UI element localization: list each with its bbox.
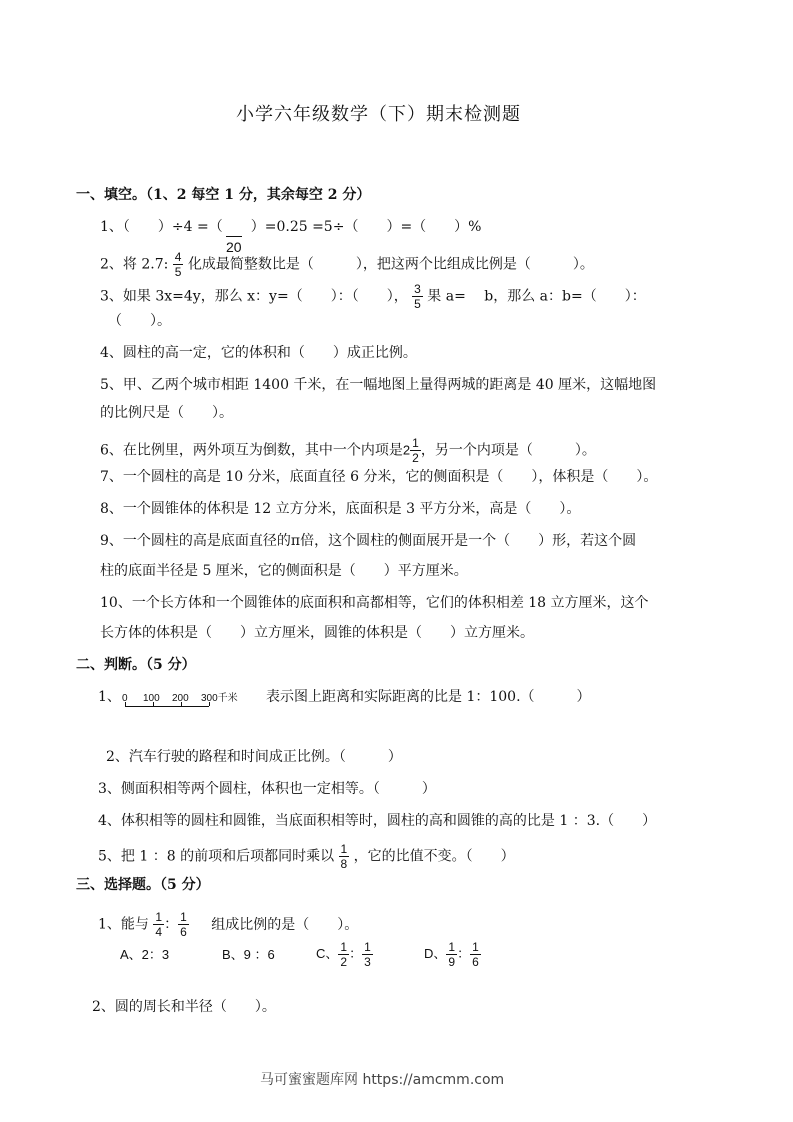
- scale-label-100: 100: [143, 693, 160, 704]
- q2-fill-line: [100, 250, 594, 279]
- q2-text-start: 2、将 2.7:: [100, 256, 169, 273]
- choice-q1-fraction-1: $\frac{1}{4}$: [155, 910, 163, 939]
- scale-label-0: 0: [122, 693, 128, 704]
- q3-continuation: （ ）。: [108, 313, 171, 329]
- section-fill-blank-heading: 一、填空。（1、2 每空 1 分，其余每空 2 分）: [76, 187, 371, 203]
- option-d-fraction-1: $\frac{1}{9}$: [448, 940, 456, 969]
- option-b: B、9 ：6: [222, 947, 275, 962]
- option-d-fraction-2: $\frac{1}{6}$: [472, 940, 479, 969]
- q10-text-line2: 长方体的体积是（ ）立方厘米，圆锥的体积是（ ）立方厘米。: [100, 625, 534, 641]
- q3-fill-line: [100, 282, 646, 311]
- q6-fraction: $\frac{1}{2}$: [412, 436, 419, 465]
- choice-q1-text-end: 组成比例的是（ ）。: [211, 916, 359, 933]
- q5-text-line2: 的比例尺是（ ）。: [100, 405, 233, 421]
- choice-q2-text: 2、圆的周长和半径（ ）。: [92, 999, 276, 1015]
- scale-label-200: 200: [172, 693, 189, 704]
- choice-q1-colon: ：: [164, 916, 179, 933]
- q1-denominator: 20: [226, 236, 242, 256]
- choice-q1-line: [98, 910, 358, 939]
- q4-text: 4、圆柱的高一定，它的体积和（ ）成正比例。: [100, 345, 417, 361]
- judge-q4-text: 4、体积相等的圆柱和圆锥，当底面积相等时，圆柱的高和圆锥的高的比是 1 ：3.（ ）: [98, 813, 657, 829]
- judge-q5-fraction: $\frac{1}{8}$: [340, 842, 348, 871]
- section-judge-heading: 二、判断。（5 分）: [76, 657, 196, 673]
- q2-fraction: $\frac{4}{5}$: [174, 250, 182, 279]
- page-title: 小学六年级数学（下）期末检测题: [236, 104, 521, 125]
- footer-watermark: 马可蜜蜜题库网 https://amcmm.com: [260, 1072, 505, 1088]
- choice-q1-text-start: 1、能与: [98, 916, 149, 933]
- option-c-colon: ：: [349, 945, 363, 961]
- q5-text-line1: 5、甲、乙两个城市相距 1400 千米，在一幅地图上量得两城的距离是 40 厘米，这幅地图: [100, 377, 657, 393]
- option-c: [316, 940, 373, 969]
- q1-fill-text: 1、（ ）÷4 =（ ）=0.25 =5÷（ ）=（ ）%: [100, 219, 482, 235]
- q3-text-end: 果 a= b，那么 a：b=（ ）：: [427, 288, 646, 305]
- q6-fill-line: [100, 436, 596, 465]
- judge-q5-text-end: ，它的比值不变。（ ）: [353, 848, 515, 865]
- q3-fraction: $\frac{3}{5}$: [414, 282, 421, 311]
- q9-text-line2: 柱的底面半径是 5 厘米，它的侧面积是（ ）平方厘米。: [100, 563, 468, 579]
- choice-q1-fraction-2: $\frac{1}{6}$: [180, 910, 187, 939]
- q3-text-start: 3、如果 3x=4y，那么 x：y=（ ）：（ ），: [100, 288, 408, 305]
- q6-whole-number: 2: [402, 442, 411, 458]
- q9-text-line1: 9、一个圆柱的高是底面直径的π倍，这个圆柱的侧面展开是一个（ ）形，若这个圆: [100, 533, 637, 549]
- scale-label-300: 300千米: [201, 693, 238, 704]
- option-c-fraction-1: $\frac{1}{2}$: [340, 940, 348, 969]
- q6-text-end: ，另一个内项是（ ）。: [420, 442, 596, 459]
- judge-q2-text: 2、汽车行驶的路程和时间成正比例。（ ）: [106, 749, 402, 765]
- judge-q5-line: [98, 842, 515, 871]
- judge-q1-number: 1、: [98, 689, 121, 705]
- option-d-label: D、: [424, 945, 447, 961]
- q6-text-start: 6、在比例里，两外项互为倒数，其中一个内项是: [100, 442, 403, 459]
- option-a: A、2：3: [120, 947, 170, 962]
- option-d-colon: ：: [457, 945, 471, 961]
- judge-q1-text: 表示图上距离和实际距离的比是 1：100.（ ）: [266, 689, 591, 705]
- judge-q5-text-start: 5、把 1 ：8 的前项和后项都同时乘以: [98, 848, 335, 865]
- q8-text: 8、一个圆锥体的体积是 12 立方分米，底面积是 3 平方分米，高是（ ）。: [100, 501, 581, 517]
- option-c-label: C、: [316, 945, 339, 961]
- judge-q3-text: 3、侧面积相等两个圆柱，体积也一定相等。（ ）: [98, 781, 436, 797]
- map-scale-bar: [122, 690, 252, 714]
- q10-text-line1: 10、一个长方体和一个圆锥体的底面积和高都相等，它们的体积相差 18 立方厘米，这个: [100, 595, 649, 611]
- option-c-fraction-2: $\frac{1}{3}$: [364, 940, 371, 969]
- option-d: [424, 940, 481, 969]
- q2-text-end: 化成最简整数比是（ ），把这两个比组成比例是（ ）。: [187, 256, 594, 273]
- q7-text: 7、一个圆柱的高是 10 分米，底面直径 6 分米，它的侧面积是（ ），体积是（ ）。: [100, 469, 658, 485]
- section-choice-heading: 三、选择题。（5 分）: [76, 877, 210, 893]
